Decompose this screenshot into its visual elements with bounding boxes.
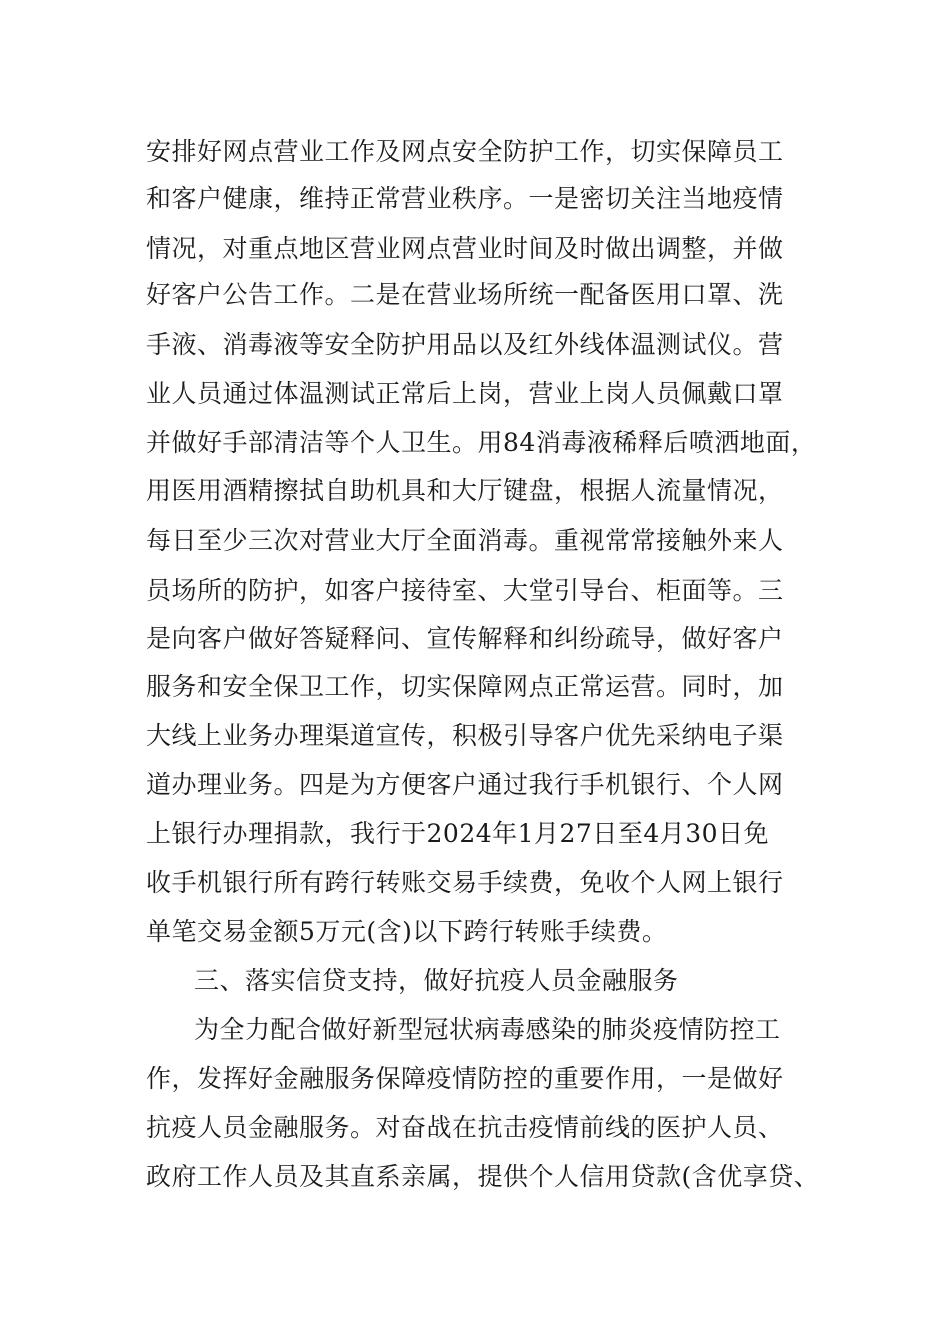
paragraph-line: 员场所的防护，如客户接待室、大堂引导台、柜面等。三 xyxy=(146,576,784,605)
section-heading: 三、落实信贷支持，做好抗疫人员金融服务 xyxy=(194,966,679,995)
paragraph-line: 安排好网点营业工作及网点安全防护工作，切实保障员工 xyxy=(146,137,784,166)
paragraph-line: 是向客户做好答疑释问、宣传解释和纠纷疏导，做好客户 xyxy=(146,624,784,653)
paragraph-line: 道办理业务。四是为方便客户通过我行手机银行、个人网 xyxy=(146,770,784,799)
paragraph-line: 和客户健康，维持正常营业秩序。一是密切关注当地疫情 xyxy=(146,184,784,213)
paragraph-line: 用医用酒精擦拭自助机具和大厅键盘，根据人流量情况， xyxy=(146,476,784,505)
paragraph-line: 每日至少三次对营业大厅全面消毒。重视常常接触外来人 xyxy=(146,526,784,555)
paragraph-line: 手液、消毒液等安全防护用品以及红外线体温测试仪。营 xyxy=(146,330,784,359)
paragraph-line: 大线上业务办理渠道宣传，积极引导客户优先采纳电子渠 xyxy=(146,721,784,750)
paragraph-line: 上银行办理捐款，我行于2024年1月27日至4月30日免 xyxy=(146,819,770,848)
paragraph-line: 为全力配合做好新型冠状病毒感染的肺炎疫情防控工 xyxy=(194,1015,781,1044)
paragraph-line: 情况，对重点地区营业网点营业时间及时做出调整，并做 xyxy=(146,234,784,263)
paragraph-line: 服务和安全保卫工作，切实保障网点正常运营。同时，加 xyxy=(146,672,784,701)
paragraph-line: 作，发挥好金融服务保障疫情防控的重要作用，一是做好 xyxy=(146,1064,784,1093)
paragraph-line: 抗疫人员金融服务。对奋战在抗击疫情前线的医护人员、 xyxy=(146,1113,784,1142)
paragraph-line: 收手机银行所有跨行转账交易手续费，免收个人网上银行 xyxy=(146,868,784,897)
paragraph-line: 业人员通过体温测试正常后上岗，营业上岗人员佩戴口罩 xyxy=(146,379,784,408)
paragraph-line: 好客户公告工作。二是在营业场所统一配备医用口罩、洗 xyxy=(146,280,784,309)
paragraph-line: 并做好手部清洁等个人卫生。用84消毒液稀释后喷洒地面， xyxy=(146,428,817,457)
paragraph-line: 单笔交易金额5万元(含)以下跨行转账手续费。 xyxy=(146,917,668,946)
paragraph-line: 政府工作人员及其直系亲属，提供个人信用贷款(含优享贷、 xyxy=(146,1162,820,1191)
